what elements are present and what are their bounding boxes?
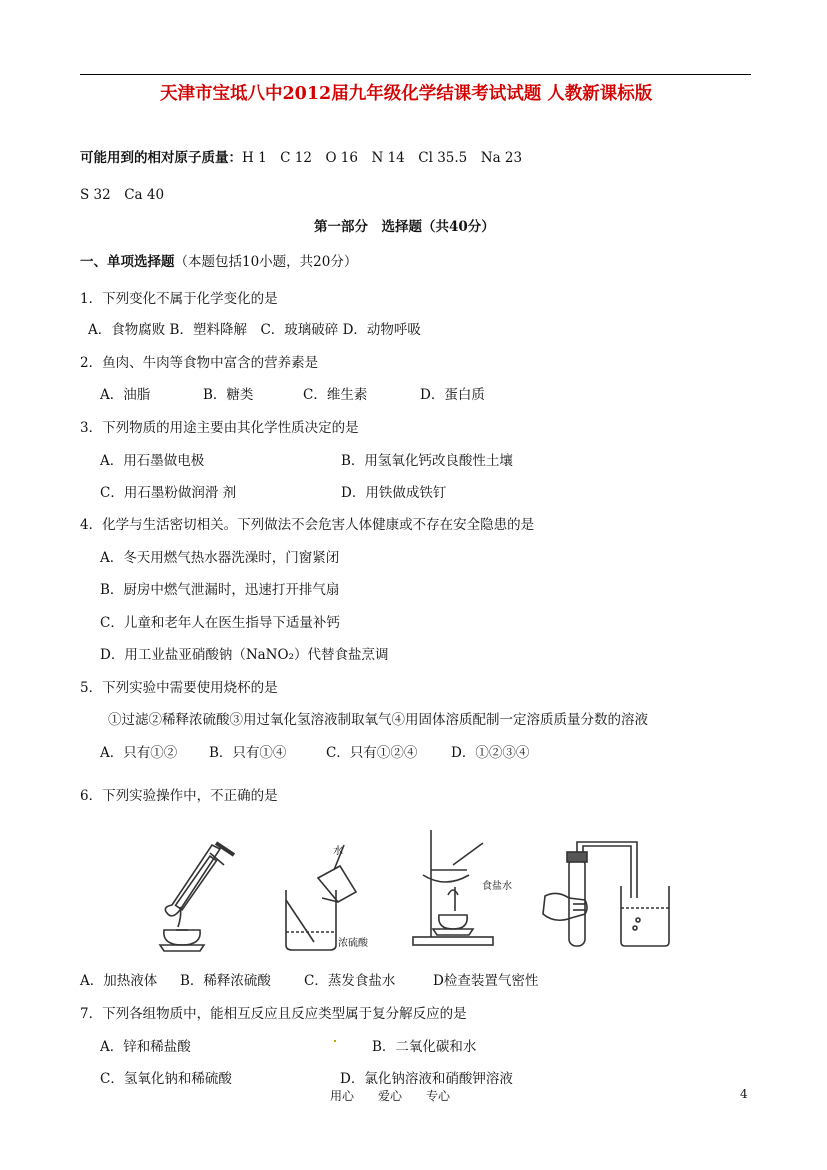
option-4d: D．用工业盐亚硝酸钠（NaNO₂）代替食盐烹调 (100, 647, 389, 663)
airtightness-figure (537, 838, 677, 953)
question-5-sub: ①过滤②稀释浓硫酸③用过氧化氢溶液制取氧气④用固体溶质配制一定溶质质量分数的溶液 (108, 712, 648, 728)
label-water: 水 (333, 846, 343, 857)
footer-motto: 用心 爱心 专心 (330, 1089, 451, 1103)
question-3-stem: 3．下列物质的用途主要由其化学性质决定的是 (80, 420, 359, 436)
option-5b: B．只有①④ (209, 745, 287, 761)
question-2-stem: 2．鱼肉、牛肉等食物中富含的营养素是 (80, 355, 319, 371)
option-7c: C．氢氧化钠和稀硫酸 (100, 1071, 232, 1087)
option-6c: C．蒸发食盐水 (304, 973, 396, 989)
question-4-stem: 4．化学与生活密切相关。下列做法不会危害人体健康或不存在安全隐患的是 (80, 517, 535, 533)
label-conc-sulfuric: 浓硫酸 (338, 938, 368, 949)
option-3b: B．用氢氧化钙改良酸性土壤 (341, 453, 513, 469)
option-7d: D．氯化钠溶液和硝酸钾溶液 (340, 1071, 513, 1087)
atomic-mass-values1: H 1 C 12 O 16 N 14 Cl 35.5 Na 23 (242, 150, 523, 166)
option-5c: C．只有①②④ (326, 745, 418, 761)
option-5d: D．①②③④ (451, 745, 530, 761)
option-3d: D．用铁做成铁钉 (341, 485, 447, 501)
atomic-mass-label: 可能用到的相对原子质量： (80, 150, 242, 166)
section1-heading (80, 250, 357, 270)
question-6-stem: 6．下列实验操作中，不正确的是 (80, 788, 278, 804)
option-6b: B．稀释浓硫酸 (180, 973, 271, 989)
option-3c: C．用石墨粉做润滑 剂 (100, 485, 237, 501)
section1-note: （本题包括10小题，共20分） (174, 254, 358, 270)
question-1-options: A．食物腐败 B．塑料降解 C．玻璃破碎 D．动物呼吸 (88, 322, 421, 338)
page-number: 4 (740, 1087, 748, 1101)
document-title: 天津市宝坻八中2012届九年级化学结课考试试题 人教新课标版 (160, 84, 653, 104)
option-2d: D．蛋白质 (420, 387, 485, 403)
header-rule (80, 74, 751, 75)
option-4b: B．厨房中燃气泄漏时，迅速打开排气扇 (100, 582, 340, 598)
part1-heading: 第一部分 选择题（共40分） (314, 219, 495, 235)
atomic-mass-line1 (80, 146, 522, 166)
stray-dot (334, 1040, 336, 1042)
option-6a: A．加热液体 (80, 973, 158, 989)
atomic-mass-line2: S 32 Ca 40 (80, 187, 165, 203)
question-5-stem: 5．下列实验中需要使用烧杯的是 (80, 680, 278, 696)
option-4c: C．儿童和老年人在医生指导下适量补钙 (100, 615, 340, 631)
option-2a: A．油脂 (100, 387, 151, 403)
option-7a: A．锌和稀盐酸 (100, 1039, 191, 1055)
option-4a: A．冬天用燃气热水器洗澡时，门窗紧闭 (100, 550, 340, 566)
option-2b: B．糖类 (203, 387, 254, 403)
question-1-stem: 1．下列变化不属于化学变化的是 (80, 291, 278, 307)
label-salt-water: 食盐水 (482, 881, 512, 892)
heating-liquid-figure (152, 835, 252, 955)
option-5a: A．只有①② (100, 745, 178, 761)
option-2c: C．维生素 (303, 387, 368, 403)
question-7-stem: 7．下列各组物质中，能相互反应且反应类型属于复分解反应的是 (80, 1006, 467, 1022)
option-7b: B．二氧化碳和水 (372, 1039, 477, 1055)
option-3a: A．用石墨做电极 (100, 453, 205, 469)
option-6d: D检查装置气密性 (433, 973, 539, 989)
section1-title: 一、单项选择题 (80, 254, 175, 270)
